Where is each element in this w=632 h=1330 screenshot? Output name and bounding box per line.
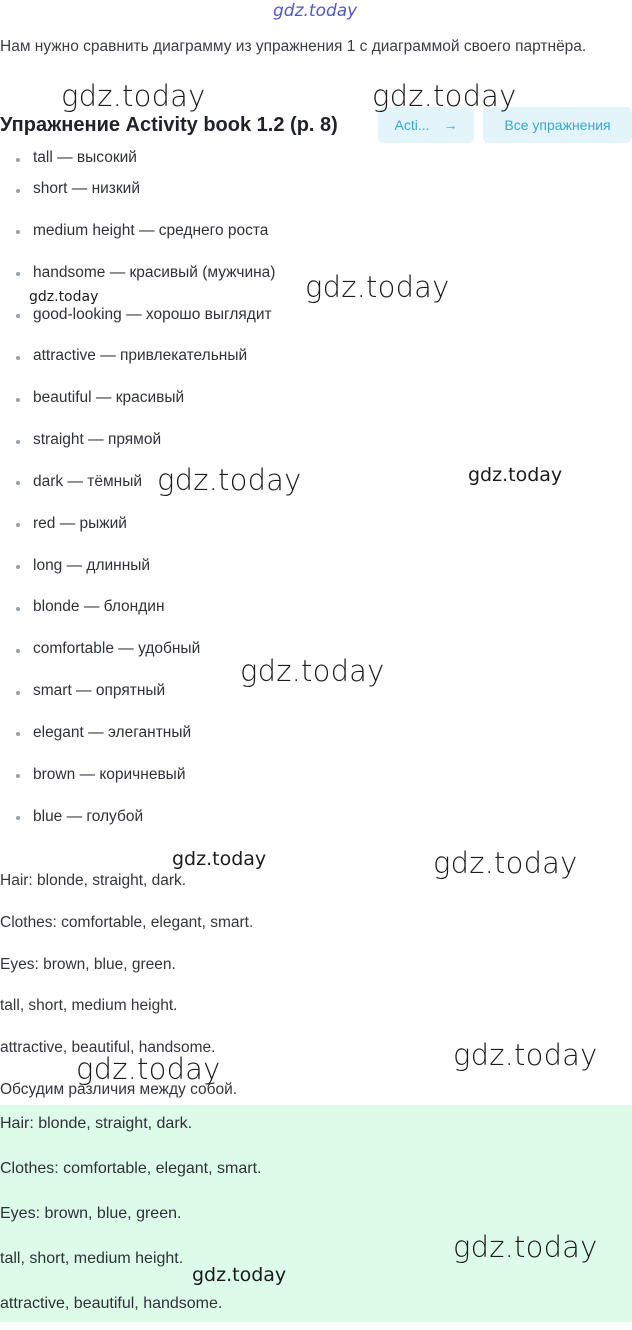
bullet-icon: [16, 565, 20, 569]
list-item-text: red — рыжий: [33, 514, 127, 532]
watermark: gdz.today: [157, 463, 302, 497]
exercise-header: [0, 107, 632, 147]
list-item: [0, 419, 632, 461]
list-item-text: handsome — красивый (мужчина): [33, 263, 276, 281]
watermark: gdz.today: [61, 79, 206, 113]
result-line: attractive, beautiful, handsome.: [0, 1295, 223, 1312]
list-item: [0, 150, 632, 168]
list-item-text: elegant — элегантный: [33, 723, 192, 741]
list-item: [0, 545, 632, 587]
bullet-icon: [16, 649, 20, 653]
bullet-icon: [16, 230, 20, 234]
result-panel: [0, 1105, 632, 1322]
watermark: gdz.today: [372, 79, 517, 113]
watermark: gdz.today: [453, 1038, 598, 1072]
answer-line: attractive, beautiful, handsome.: [0, 1039, 216, 1057]
list-item: [0, 335, 632, 377]
watermark: gdz.today: [240, 654, 385, 688]
list-item-text: good-looking — хорошо выглядит: [33, 305, 272, 323]
bullet-icon: [16, 440, 20, 444]
result-line: tall, short, medium height.: [0, 1250, 184, 1267]
list-item-text: dark — тёмный: [33, 472, 142, 490]
list-item: [0, 503, 632, 545]
list-item-text: comfortable — удобный: [33, 640, 201, 658]
list-item-text: short — низкий: [33, 180, 140, 197]
watermark: gdz.today: [76, 1052, 221, 1086]
exercise-title: Упражнение Activity book 1.2 (p. 8): [0, 114, 338, 136]
answer-line: Clothes: comfortable, elegant, smart.: [0, 913, 254, 931]
intro-text: Нам нужно сравнить диаграмму из упражнения 1 с диаграммой своего партнёра.: [0, 38, 587, 55]
result-line: Hair: blonde, straight, dark.: [0, 1115, 193, 1132]
watermark: gdz.today: [29, 289, 99, 305]
watermark: gdz.today: [305, 270, 450, 304]
list-item-text: brown — коричневый: [33, 765, 186, 783]
bullet-icon: [16, 158, 20, 162]
list-item-text: tall — высокий: [33, 150, 137, 166]
list-item-text: straight — прямой: [33, 431, 162, 449]
watermark: gdz.today: [453, 1230, 598, 1264]
bullet-icon: [16, 272, 20, 276]
bullet-icon: [16, 691, 20, 695]
list-item-text: blue — голубой: [33, 807, 144, 825]
bullet-icon: [16, 523, 20, 527]
list-item: [0, 796, 632, 838]
bullet-icon: [16, 356, 20, 360]
answer-line: Eyes: brown, blue, green.: [0, 955, 176, 973]
answer-line: Hair: blonde, straight, dark.: [0, 872, 187, 889]
list-item: [0, 168, 632, 210]
list-item-text: blonde — блондин: [33, 598, 165, 616]
list-item: [0, 586, 632, 628]
answer-line: tall, short, medium height.: [0, 997, 178, 1015]
vocabulary-list: [0, 150, 632, 838]
watermark-logo: gdz.today: [273, 1, 358, 21]
list-item: [0, 754, 632, 796]
bullet-icon: [16, 816, 20, 820]
all-exercises-button[interactable]: Все упражнения: [483, 107, 632, 143]
list-item-text: beautiful — красивый: [33, 389, 185, 407]
bullet-icon: [16, 481, 20, 485]
list-item-text: attractive — привлекательный: [33, 347, 248, 365]
bullet-icon: [16, 774, 20, 778]
watermark: gdz.today: [468, 464, 563, 486]
list-item-text: smart — опрятный: [33, 682, 166, 700]
bullet-icon: [16, 398, 20, 402]
list-item: [0, 210, 632, 252]
list-item-text: long — длинный: [33, 556, 151, 574]
arrow-right-icon: →: [443, 117, 458, 133]
bullet-icon: [16, 732, 20, 736]
result-line: Clothes: comfortable, elegant, smart.: [0, 1160, 262, 1177]
list-item: [0, 712, 632, 754]
previous-exercise-label: Acti...: [394, 117, 430, 133]
bullet-icon: [16, 607, 20, 611]
watermark: gdz.today: [192, 1264, 287, 1286]
answer-line: Обсудим различия между собой.: [0, 1080, 238, 1098]
list-item: [0, 377, 632, 419]
result-line: Eyes: brown, blue, green.: [0, 1205, 182, 1222]
bullet-icon: [16, 189, 20, 193]
watermark: gdz.today: [172, 848, 267, 870]
list-item-text: medium height — среднего роста: [33, 221, 269, 239]
bullet-icon: [16, 314, 20, 318]
watermark: gdz.today: [433, 846, 578, 880]
